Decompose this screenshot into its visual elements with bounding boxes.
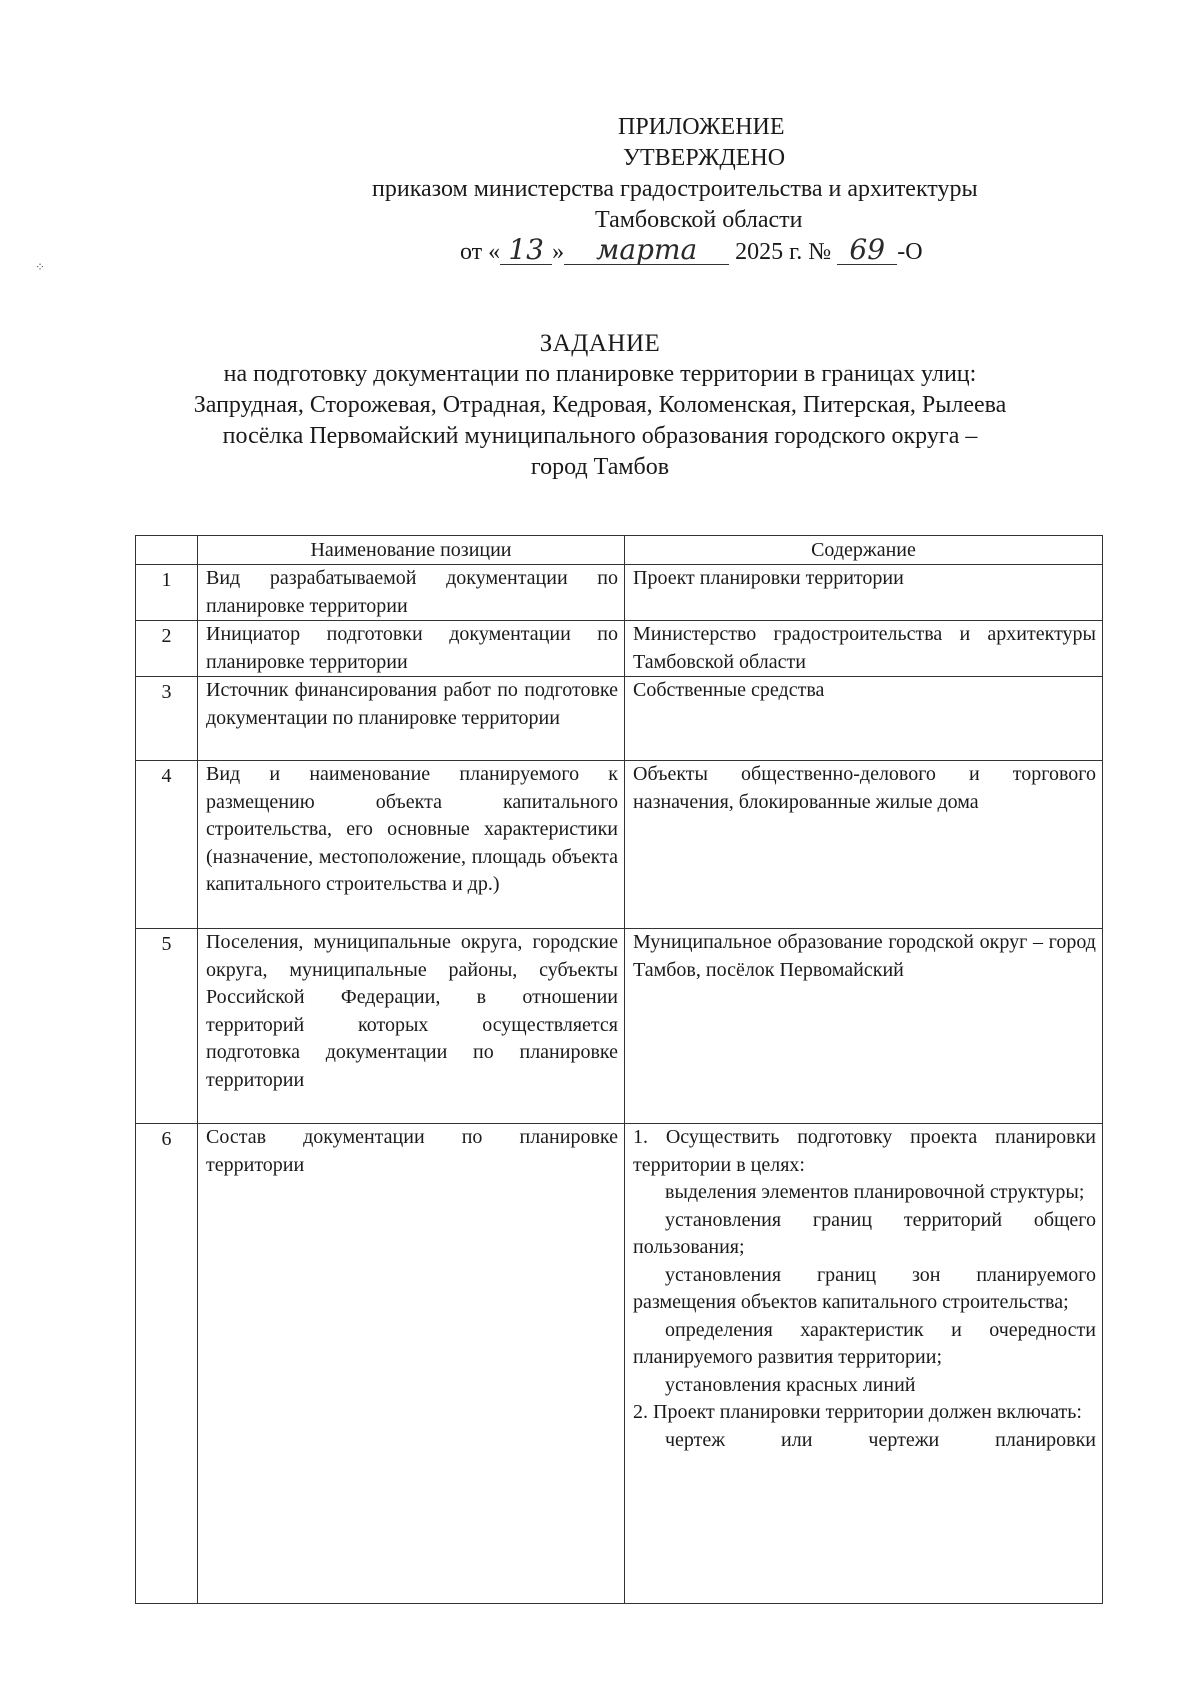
row-number: 4 — [136, 761, 198, 929]
task-table — [135, 535, 1103, 1604]
content-paragraph: установления границ территорий общего пользования; — [633, 1208, 1096, 1258]
content-paragraph: определения характеристик и очередности планируемого развития территории; — [633, 1318, 1096, 1368]
row-content: Проект планировки территории — [625, 565, 1103, 621]
title-heading: ЗАДАНИЕ — [539, 330, 661, 357]
row-content: Министерство градостроительства и архитектуры Тамбовской области — [625, 621, 1103, 677]
table-row — [136, 929, 1103, 1124]
row-content: Объекты общественно-делового и торгового назначения, блокированные жилые дома — [625, 761, 1103, 929]
table-row — [136, 761, 1103, 929]
row-content: Собственные средства — [625, 677, 1103, 761]
row-number: 1 — [136, 565, 198, 621]
region-line: Тамбовской области — [595, 207, 803, 233]
content-paragraph: чертеж или чертежи планировки — [665, 1428, 1096, 1451]
table-header-row — [136, 536, 1103, 565]
content-paragraph: 1. Осуществить подготовку проекта планировки территории в целях: — [633, 1126, 1096, 1176]
order-line: приказом министерства градостроительства и архитектуры — [372, 176, 978, 202]
table-row — [136, 565, 1103, 621]
appendix-label: ПРИЛОЖЕНИЕ — [618, 114, 785, 140]
title-line-2: Запрудная, Сторожевая, Отрадная, Кедровая, Коломенская, Питерская, Рылеева — [193, 392, 1007, 418]
row-number: 5 — [136, 929, 198, 1124]
content-paragraph: установления границ зон планируемого размещения объектов капитального строительства; — [633, 1263, 1096, 1313]
row-name: Вид и наименование планируемого к размещению объекта капитального строительства, его основные характеристики (назначение, местоположение, площадь объекта капитального строительства и др.) — [198, 761, 625, 929]
row-number: 2 — [136, 621, 198, 677]
row-name: Состав документации по планировке территории — [198, 1124, 625, 1604]
header-name: Наименование позиции — [198, 536, 625, 565]
date-line — [460, 233, 923, 268]
row-number: 6 — [136, 1124, 198, 1604]
table-row — [136, 677, 1103, 761]
content-paragraph: 2. Проект планировки территории должен включать: — [633, 1401, 1082, 1423]
title-line-4: город Тамбов — [530, 454, 670, 480]
date-prefix: от « — [460, 239, 501, 265]
document-title — [0, 328, 1200, 483]
handwritten-number: 69 — [837, 236, 897, 265]
content-paragraph: установления красных линий — [665, 1373, 916, 1396]
table-row — [136, 621, 1103, 677]
header-content: Содержание — [625, 536, 1103, 565]
row-content-list — [625, 1124, 1103, 1604]
row-number: 3 — [136, 677, 198, 761]
margin-mark: ⁘ — [35, 260, 46, 274]
title-line-3: посёлка Первомайский муниципального образования городского округа – — [222, 423, 978, 449]
handwritten-month: марта — [564, 236, 729, 265]
content-paragraph: выделения элементов планировочной структуры; — [665, 1181, 1085, 1203]
row-name: Поселения, муниципальные округа, городские округа, муниципальные районы, субъекты Российской Федерации, в отношении территорий которых осуществляется подготовка документации по планировке территории — [198, 929, 625, 1124]
year-number-label: 2025 г. № — [735, 239, 832, 265]
title-line-1: на подготовку документации по планировке территории в границах улиц: — [223, 361, 977, 387]
table-row — [136, 1124, 1103, 1604]
row-name: Инициатор подготовки документации по планировке территории — [198, 621, 625, 677]
row-content: Муниципальное образование городской округ – город Тамбов, посёлок Первомайский — [625, 929, 1103, 1124]
handwritten-day: 13 — [500, 236, 552, 265]
approved-label: УТВЕРЖДЕНО — [623, 145, 786, 171]
date-quote: » — [552, 239, 565, 265]
row-name: Вид разрабатываемой документации по планировке территории — [198, 565, 625, 621]
header-num — [136, 536, 198, 565]
row-name: Источник финансирования работ по подготовке документации по планировке территории — [198, 677, 625, 761]
number-suffix: -О — [897, 239, 923, 265]
